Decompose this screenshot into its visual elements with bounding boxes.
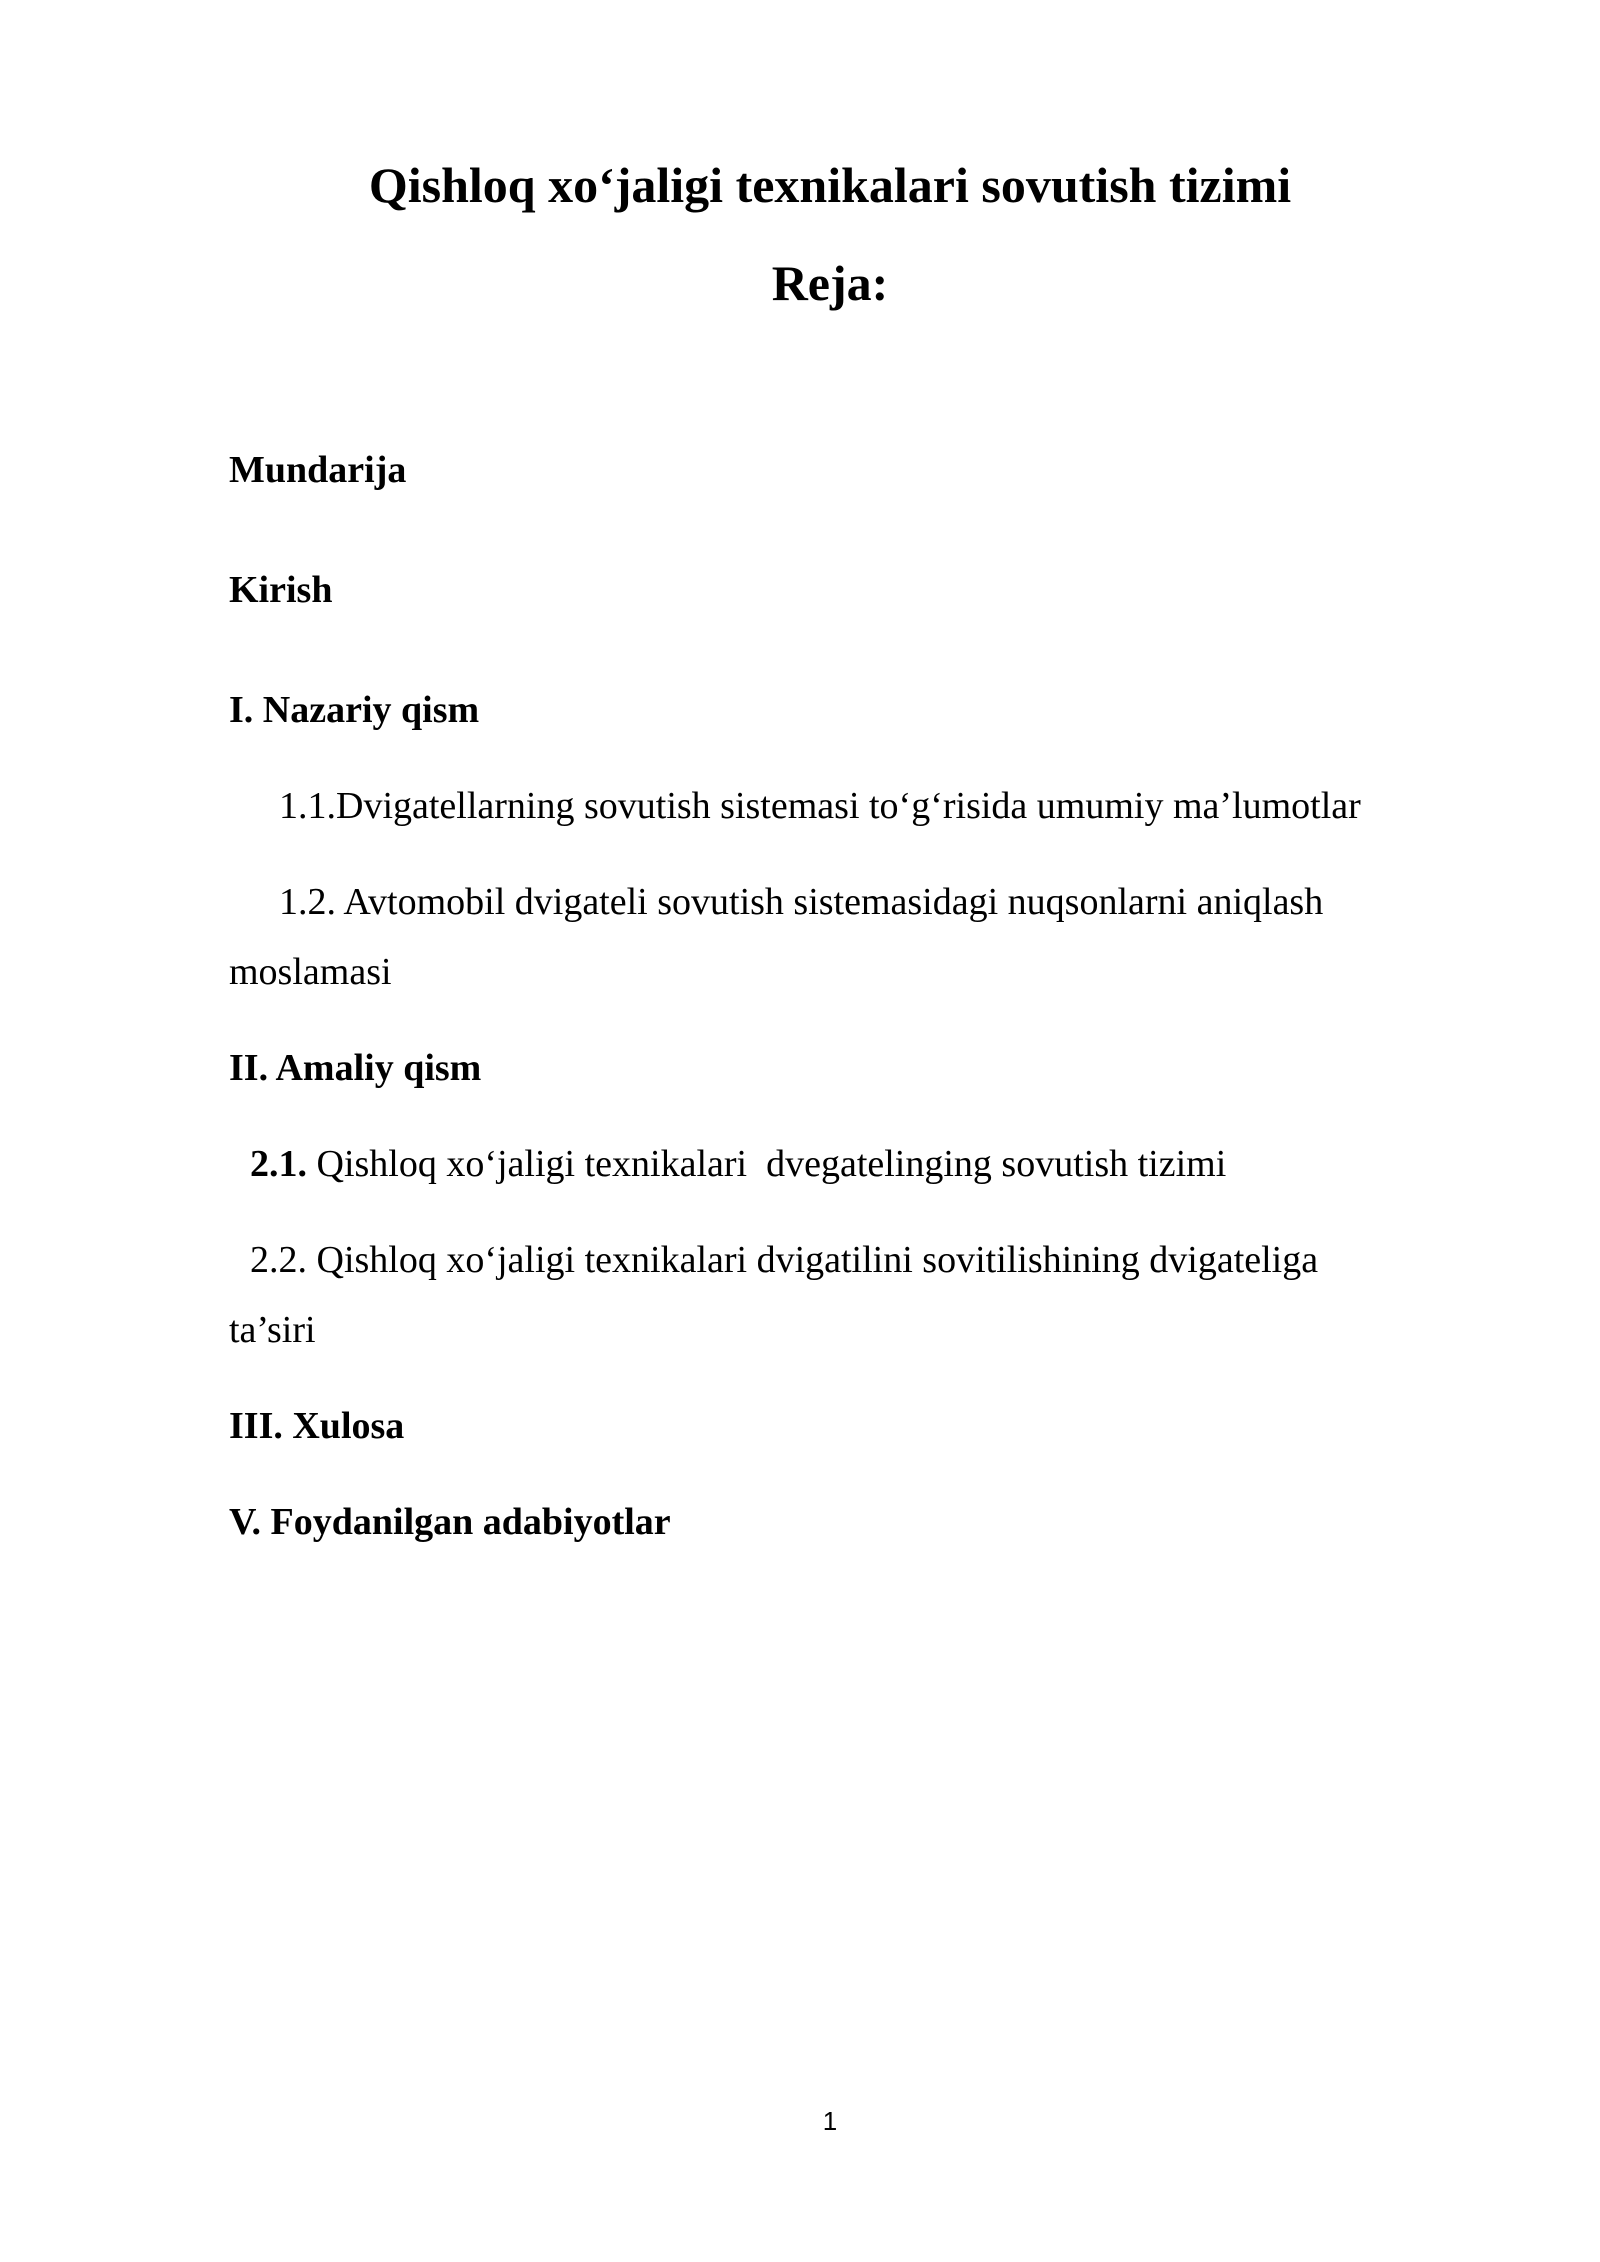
toc-references: V. Foydanilgan adabiyotlar — [229, 1501, 671, 1543]
toc-item-2-2-line2: ta’siri — [229, 1309, 316, 1351]
toc-item-2-1-text: Qishloq xo‘jaligi texnikalari dvegatelinging sovutish tizimi — [307, 1143, 1227, 1185]
plan-heading: Reja: — [771, 255, 889, 311]
toc-contents: Mundarija — [229, 449, 407, 491]
toc-item-2-2-line1: 2.2. Qishloq xo‘jaligi texnikalari dvigatilini sovitilishining dvigateliga — [250, 1239, 1319, 1281]
toc-item-1-2-line1: 1.2. Avtomobil dvigateli sovutish sistemasidagi nuqsonlarni aniqlash — [279, 881, 1324, 923]
toc-item-1-2-line2: moslamasi — [229, 951, 392, 993]
page-number: 1 — [822, 2106, 838, 2136]
toc-part1-heading: I. Nazariy qism — [229, 689, 480, 731]
toc-intro: Kirish — [229, 569, 333, 611]
toc-item-2-1-number: 2.1. — [250, 1143, 307, 1185]
toc-item-2-1 — [250, 1142, 1226, 1186]
document-title: Qishloq xo‘jaligi texnikalari sovutish tizimi — [368, 157, 1292, 213]
toc-item-1-1: 1.1.Dvigatellarning sovutish sistemasi to‘g‘risida umumiy ma’lumotlar — [279, 785, 1361, 827]
toc-conclusion: III. Xulosa — [229, 1405, 405, 1447]
toc-part2-heading: II. Amaliy qism — [229, 1047, 482, 1089]
